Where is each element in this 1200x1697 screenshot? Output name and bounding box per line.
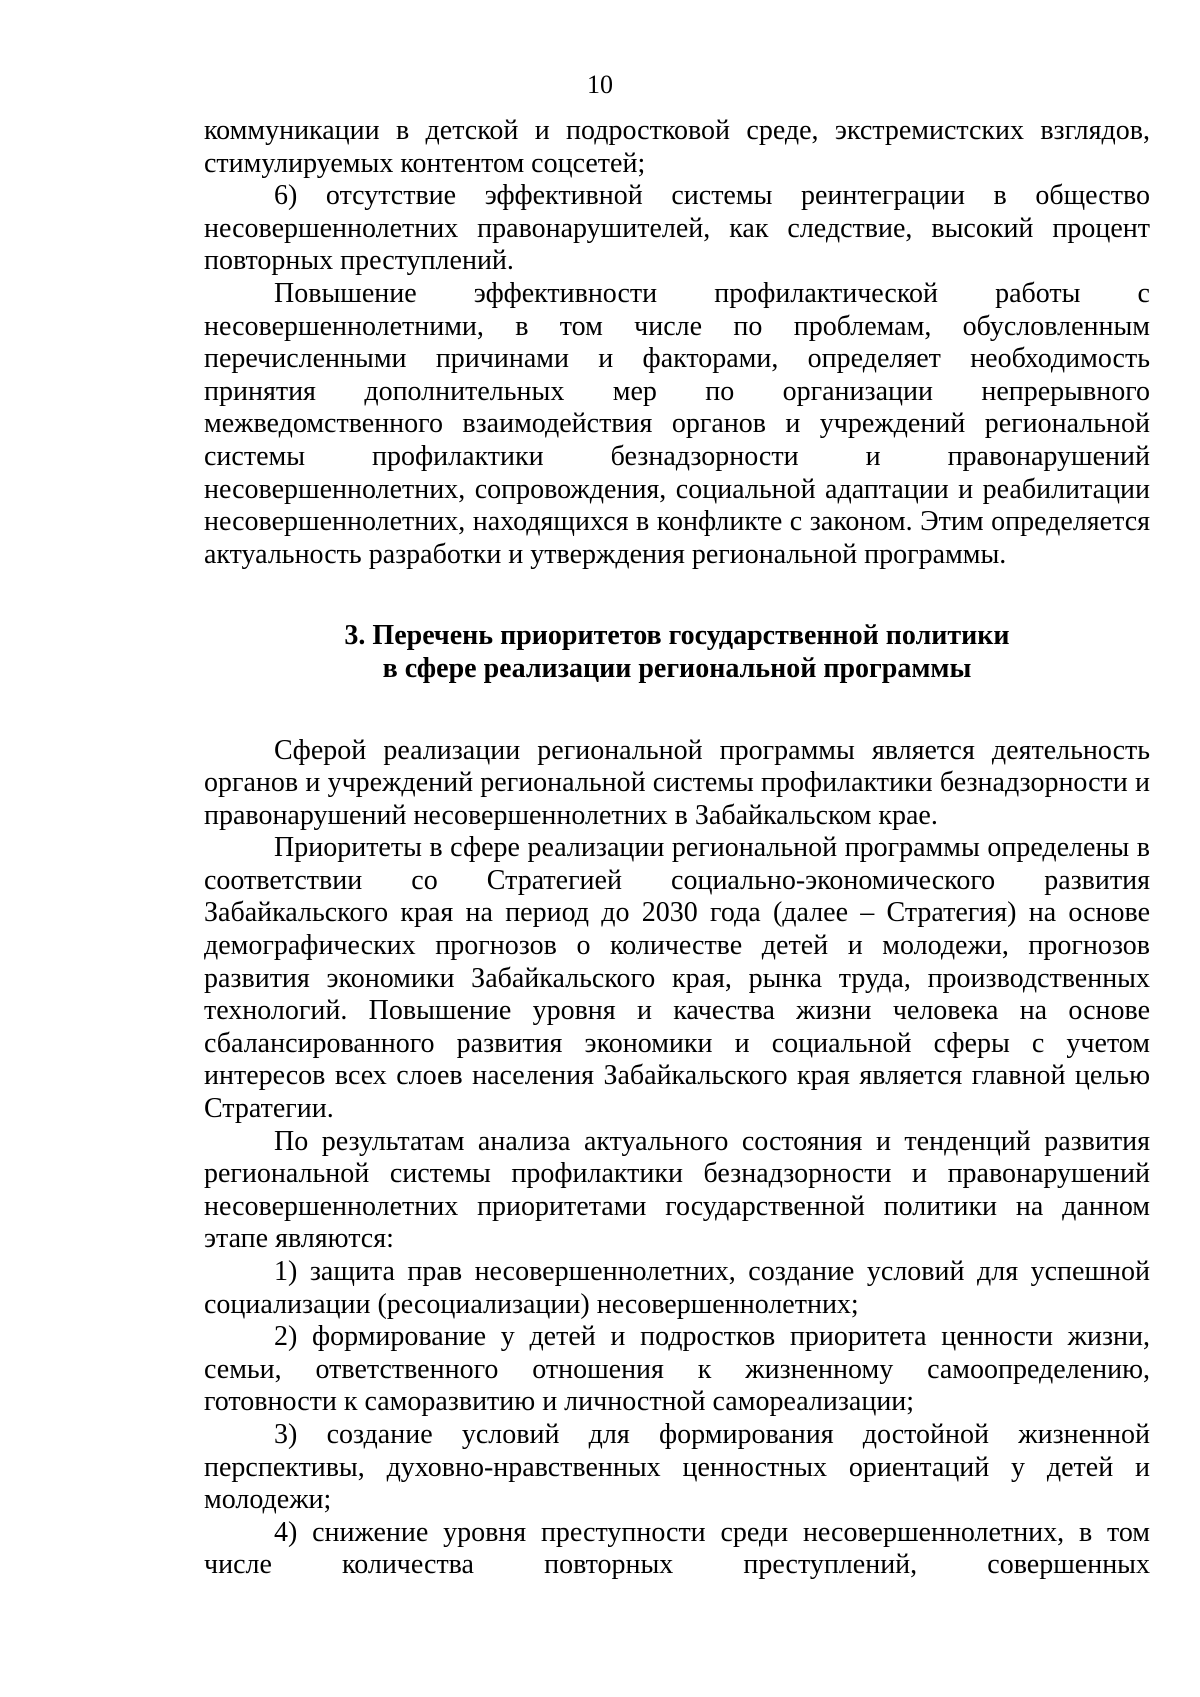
page-number: 10 — [587, 70, 613, 99]
paragraph-continuation: коммуникации в детской и подростковой среде, экстремистских взглядов, стимулируемых контентом соцсетей; — [204, 115, 1150, 179]
section-heading-line-1: 3. Перечень приоритетов государственной политики — [344, 620, 1010, 652]
priority-item-1: 1) защита прав несовершеннолетних, создание условий для успешной социализации (ресоциализации) несовершеннолетних; — [204, 1256, 1150, 1320]
section-heading-line-2: в сфере реализации региональной программы — [382, 652, 972, 684]
paragraph-analysis: По результатам анализа актуального состояния и тенденций развития региональной системы профилактики безнадзорности и правонарушений несовершеннолетних приоритетами государственной политики на данном этапе являются: — [204, 1125, 1150, 1255]
section-heading — [204, 620, 1150, 685]
list-item-6: 6) отсутствие эффективной системы реинтеграции в общество несовершеннолетних правонарушителей, как следствие, высокий процент повторных преступлений. — [204, 180, 1150, 277]
paragraph-rationale: Повышение эффективности профилактической работы с несовершеннолетними, в том числе по проблемам, обусловленным перечисленными причинами и факторами, определяет необходимость принятия дополнительных мер по организации непрерывного межведомственного взаимодействия органов и учреждений региональной системы профилактики безнадзорности и правонарушений несовершеннолетних, сопровождения, социальной адаптации и реабилитации несовершеннолетних, находящихся в конфликте с законом. Этим определяется актуальность разработки и утверждения региональной программы. — [204, 277, 1150, 570]
paragraph-priorities-strategy: Приоритеты в сфере реализации региональной программы определены в соответствии со Стратегией социально-экономического развития Забайкальского края на период до 2030 года (далее – Стратегия) на основе демографических прогнозов о количестве детей и молодежи, прогнозов развития экономики Забайкальского края, рынка труда, производственных технологий. Повышение уровня и качества жизни человека на основе сбалансированного развития экономики и социальной сферы с учетом интересов всех слоев населения Забайкальского края является главной целью Стратегии. — [204, 832, 1150, 1125]
paragraph-scope: Сферой реализации региональной программы является деятельность органов и учреждений региональной системы профилактики безнадзорности и правонарушений несовершеннолетних в Забайкальском крае. — [204, 734, 1150, 831]
document-body — [204, 115, 1150, 1582]
priority-item-2: 2) формирование у детей и подростков приоритета ценности жизни, семьи, ответственного отношения к жизненному самоопределению, готовности к саморазвитию и личностной самореализации; — [204, 1321, 1150, 1418]
priority-item-4: 4) снижение уровня преступности среди несовершеннолетних, в том числе количества повторных преступлений, совершенных — [204, 1516, 1150, 1581]
priority-item-3: 3) создание условий для формирования достойной жизненной перспективы, духовно-нравственных ценностных ориентаций у детей и молодежи; — [204, 1418, 1150, 1516]
